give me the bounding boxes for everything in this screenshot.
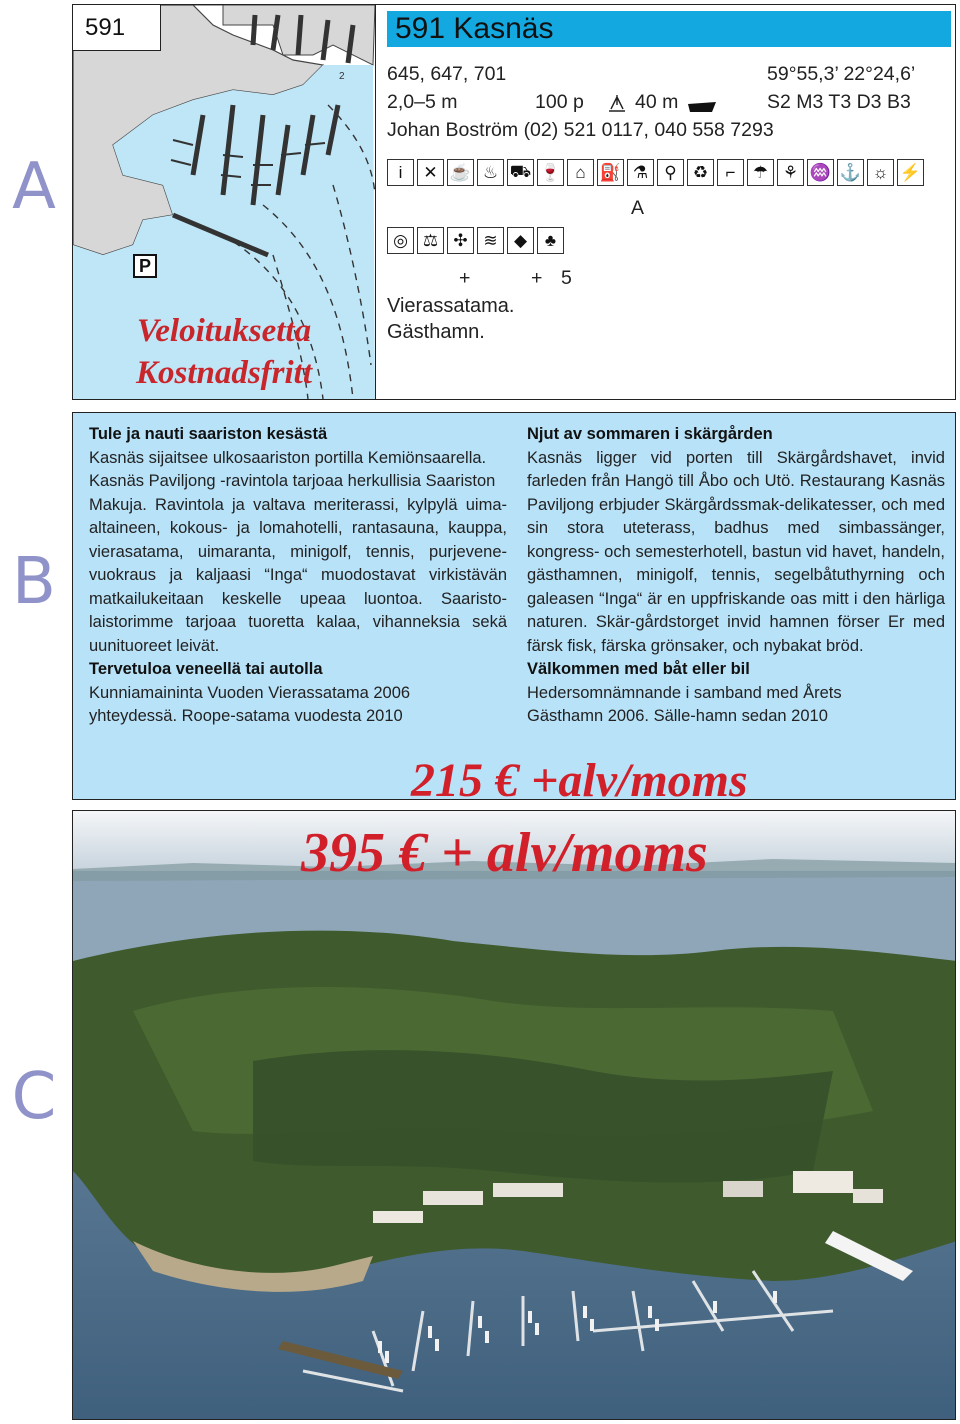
kiosk-icon: ⌂ xyxy=(567,159,594,186)
boat-icon xyxy=(687,97,717,111)
laundry-icon: ☼ xyxy=(867,159,894,186)
fi-line1: Kasnäs sijaitsee ulkosaariston portilla Kemiönsaarella. xyxy=(89,448,487,467)
toilet-icon: ⌐ xyxy=(717,159,744,186)
free-of-charge-fi: Veloituksetta xyxy=(136,313,312,349)
harbour-title: 591 Kasnäs xyxy=(387,11,951,47)
coordinates: 59°55,3’ 22°24,6’ xyxy=(767,63,916,85)
cafe-icon: ☕ xyxy=(447,159,474,186)
fuel-icon: ⛽ xyxy=(597,159,624,186)
berth-count: 100 p xyxy=(535,91,584,113)
free-of-charge-sv: Kostnadsfritt xyxy=(135,355,313,391)
shop-cart-icon: ⛟ xyxy=(507,159,534,186)
description-fi xyxy=(89,423,507,729)
water-tap-icon: ⚲ xyxy=(657,159,684,186)
facility-icons-row1 xyxy=(387,159,927,186)
wine-icon: 🍷 xyxy=(537,159,564,186)
laundry-machine-icon: ◎ xyxy=(387,227,414,254)
waste-icon: ♻ xyxy=(687,159,714,186)
section-letter-b: B xyxy=(12,545,56,619)
beach-icon: ≋ xyxy=(477,227,504,254)
swim-icon: ⚓ xyxy=(837,159,864,186)
crossroad-icon: ✣ xyxy=(447,227,474,254)
price-old: 215 € +alv/moms xyxy=(411,754,748,807)
harbour-number: 591 xyxy=(73,5,161,51)
guest-harbour-sv: Gästhamn. xyxy=(387,321,485,343)
mooring-icon xyxy=(605,91,629,115)
harbour-info-section xyxy=(72,4,956,400)
parking-symbol: P xyxy=(138,256,151,276)
description-sv xyxy=(527,423,945,729)
contact-info: Johan Boström (02) 521 0117, 040 558 7293 xyxy=(387,119,774,141)
price-new: 395 € + alv/moms xyxy=(301,822,708,884)
gas-icon: ⚗ xyxy=(627,159,654,186)
svg-text:2: 2 xyxy=(339,71,345,82)
icon-note-a: A xyxy=(631,197,645,219)
plus-count: 5 xyxy=(561,267,572,289)
award-fi-2: yhteydessä. Roope-satama vuodesta 2010 xyxy=(89,707,403,725)
electricity-icon: ⚡ xyxy=(897,159,924,186)
plus-mark-2: + xyxy=(531,267,543,289)
shower-icon: ☂ xyxy=(747,159,774,186)
chart-numbers: 645, 647, 701 xyxy=(387,63,507,85)
fish-icon: ◆ xyxy=(507,227,534,254)
guest-harbour-fi: Vierassatama. xyxy=(387,295,515,317)
drink-water-icon: ♒ xyxy=(807,159,834,186)
heading-fi: Tule ja nauti saariston kesästä xyxy=(89,425,328,443)
forest-icon: ♣ xyxy=(537,227,564,254)
facility-icons-row2 xyxy=(387,227,567,254)
info-icon: i xyxy=(387,159,414,186)
award-sv-1: Hedersomnämnande i samband med Årets xyxy=(527,683,842,702)
sauna-icon: ♨ xyxy=(477,159,504,186)
depth: 2,0–5 m xyxy=(387,91,458,113)
plus-mark-1: + xyxy=(459,267,471,289)
harbour-details xyxy=(387,11,951,343)
award-fi-1: Kunniamaininta Vuoden Vierassatama 2006 xyxy=(89,683,411,702)
harbour-map xyxy=(73,5,376,399)
parking-icon xyxy=(133,254,157,278)
sv-body: Kasnäs ligger vid porten till Skärgårdshavet, invid farleden från Hangö till Åbo och Utö. Restaurang Kasnäs Paviljong erbjuder Skärgårdssmak-delikatesser, och med sin stora uteterass, badhus med simbassänger, kongress- och semesterhotell, bastun vid havet, handeln, gästhamnen, minigolf, tennis, segelbåtuthyrning och galeasen “Inga“ är en uppfriskande oas mitt i den härliga naturen. Skär-gårdstorget invid hamnen förser Er med färsk fisk, färska grönsaker, och nybakat bröd. xyxy=(527,448,945,655)
heading-sv: Njut av sommaren i skärgården xyxy=(527,425,773,443)
restaurant-icon: ✕ xyxy=(417,159,444,186)
playground-icon: ⚖ xyxy=(417,227,444,254)
fi-line2: Kasnäs Paviljong -ravintola tarjoaa herkullisia Saariston xyxy=(89,472,496,490)
aerial-photo-image xyxy=(73,811,956,1420)
max-length: 40 m xyxy=(635,91,679,113)
aerial-photo xyxy=(72,810,956,1420)
award-sv-2: Gästhamn 2006. Sälle-hamn sedan 2010 xyxy=(527,707,828,725)
fi-body: Makuja. Ravintola ja valtava meriterassi, kylpylä uima-altaineen, kokous- ja lomahotelli, rantasauna, kauppa, vierasatama, uimaranta, minigolf, tennis, purjevene-vuokraus ja kaljaasi “Inga“ muodostavat virkistävän matkailukeitaan keskelle upeaa luontoa. Saaristo-laistorimme tarjoaa tuoretta kalaa, vihanneksia sekä uunituoreet leivät. xyxy=(89,495,507,655)
description-section xyxy=(72,412,956,807)
wash-icon: ⚘ xyxy=(777,159,804,186)
section-letter-a: A xyxy=(12,150,56,224)
welcome-fi: Tervetuloa veneellä tai autolla xyxy=(89,660,323,678)
service-codes: S2 M3 T3 D3 B3 xyxy=(767,91,911,113)
section-letter-c: C xyxy=(11,1060,57,1134)
welcome-sv: Välkommen med båt eller bil xyxy=(527,660,750,678)
